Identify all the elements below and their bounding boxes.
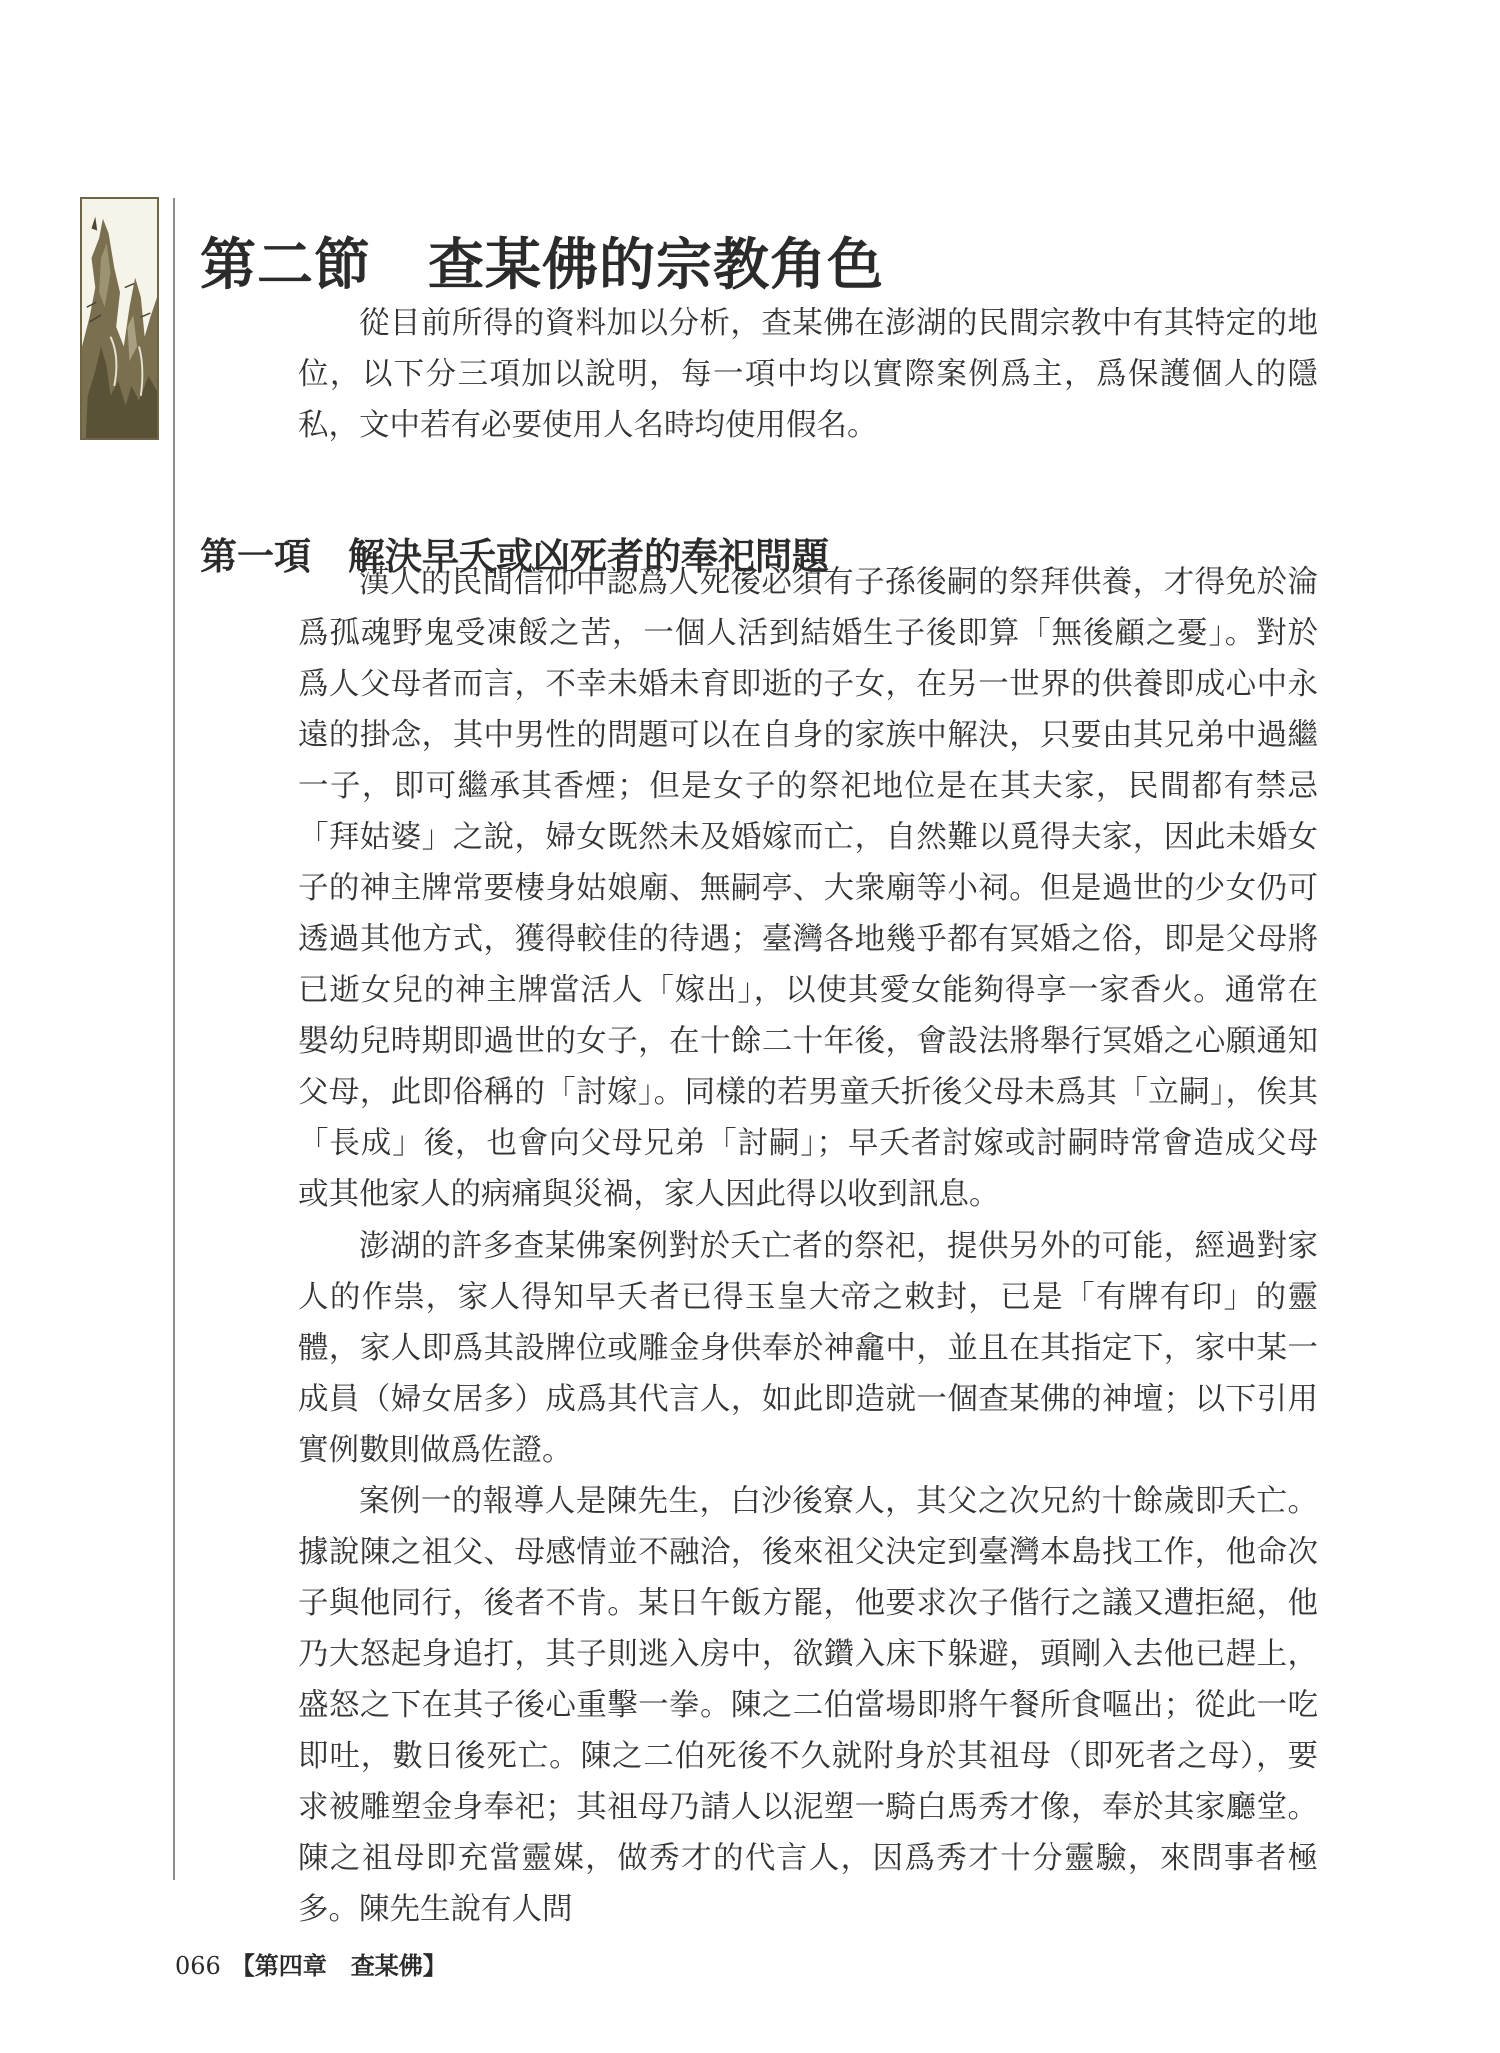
body-paragraph-3: 案例一的報導人是陳先生，白沙後寮人，其父之次兄約十餘歲即夭亡。據說陳之祖父、母感情並不融洽，後來祖父決定到臺灣本島找工作，他命次子與他同行，後者不肯。某日午飯方罷，他要求次子偕行之議又遭拒絕，他乃大怒起身追打，其子則逃入房中，欲鑽入床下躲避，頭剛入去他已趕上，盛怒之下在其子後心重擊一拳。陳之二伯當場即將午餐所食嘔出；從此一吃即吐，數日後死亡。陳之二伯死後不久就附身於其祖母（即死者之母），要求被雕塑金身奉祀；其祖母乃請人以泥塑一騎白馬秀才像，奉於其家廳堂。陳之祖母即充當靈媒，做秀才的代言人，因爲秀才十分靈驗，來問事者極多。陳先生說有人問 xyxy=(298,1484,1318,1927)
chapter-emblem xyxy=(80,197,159,440)
page-footer xyxy=(175,1948,447,1984)
subsection-title: 第一項 解決早夭或凶死者的奉祀問題 xyxy=(200,534,829,578)
page-number: 066 xyxy=(175,1952,221,1980)
mountain-landscape-icon xyxy=(82,199,157,438)
intro-paragraph: 從目前所得的資料加以分析，查某佛在澎湖的民間宗教中有其特定的地位，以下分三項加以說明，每一項中均以實際案例爲主，爲保護個人的隱私，文中若有必要使用人名時均使用假名。 xyxy=(298,306,1318,443)
margin-rule xyxy=(173,198,175,1880)
body-paragraph-1: 漢人的民間信仰中認爲人死後必須有子孫後嗣的祭拜供養，才得免於淪爲孤魂野鬼受凍餒之苦，一個人活到結婚生子後即算「無後顧之憂」。對於爲人父母者而言，不幸未婚未育即逝的子女，在另一世界的供養即成心中永遠的掛念，其中男性的問題可以在自身的家族中解決，只要由其兄弟中過繼一子，即可繼承其香煙；但是女子的祭祀地位是在其夫家，民間都有禁忌「拜姑婆」之說，婦女既然未及婚嫁而亡，自然難以覓得夫家，因此未婚女子的神主牌常要棲身姑娘廟、無嗣亭、大衆廟等小祠。但是過世的少女仍可透過其他方式，獲得較佳的待遇；臺灣各地幾乎都有冥婚之俗，即是父母將已逝女兒的神主牌當活人「嫁出」，以使其愛女能夠得享一家香火。通常在嬰幼兒時期即過世的女子，在十餘二十年後，會設法將舉行冥婚之心願通知父母，此即俗稱的「討嫁」。同樣的若男童夭折後父母未爲其「立嗣」，俟其「長成」後，也會向父母兄弟「討嗣」；早夭者討嫁或討嗣時常會造成父母或其他家人的病痛與災禍，家人因此得以收到訊息。 xyxy=(298,565,1318,1212)
section-title: 第二節 查某佛的宗教角色 xyxy=(200,231,884,298)
chapter-label: 【第四章 查某佛】 xyxy=(230,1951,447,1980)
body-paragraph-2: 澎湖的許多查某佛案例對於夭亡者的祭祀，提供另外的可能，經過對家人的作祟，家人得知早夭者已得玉皇大帝之敕封，已是「有牌有印」的靈體，家人即爲其設牌位或雕金身供奉於神龕中，並且在其指定下，家中某一成員（婦女居多）成爲其代言人，如此即造就一個查某佛的神壇；以下引用實例數則做爲佐證。 xyxy=(298,1229,1318,1468)
